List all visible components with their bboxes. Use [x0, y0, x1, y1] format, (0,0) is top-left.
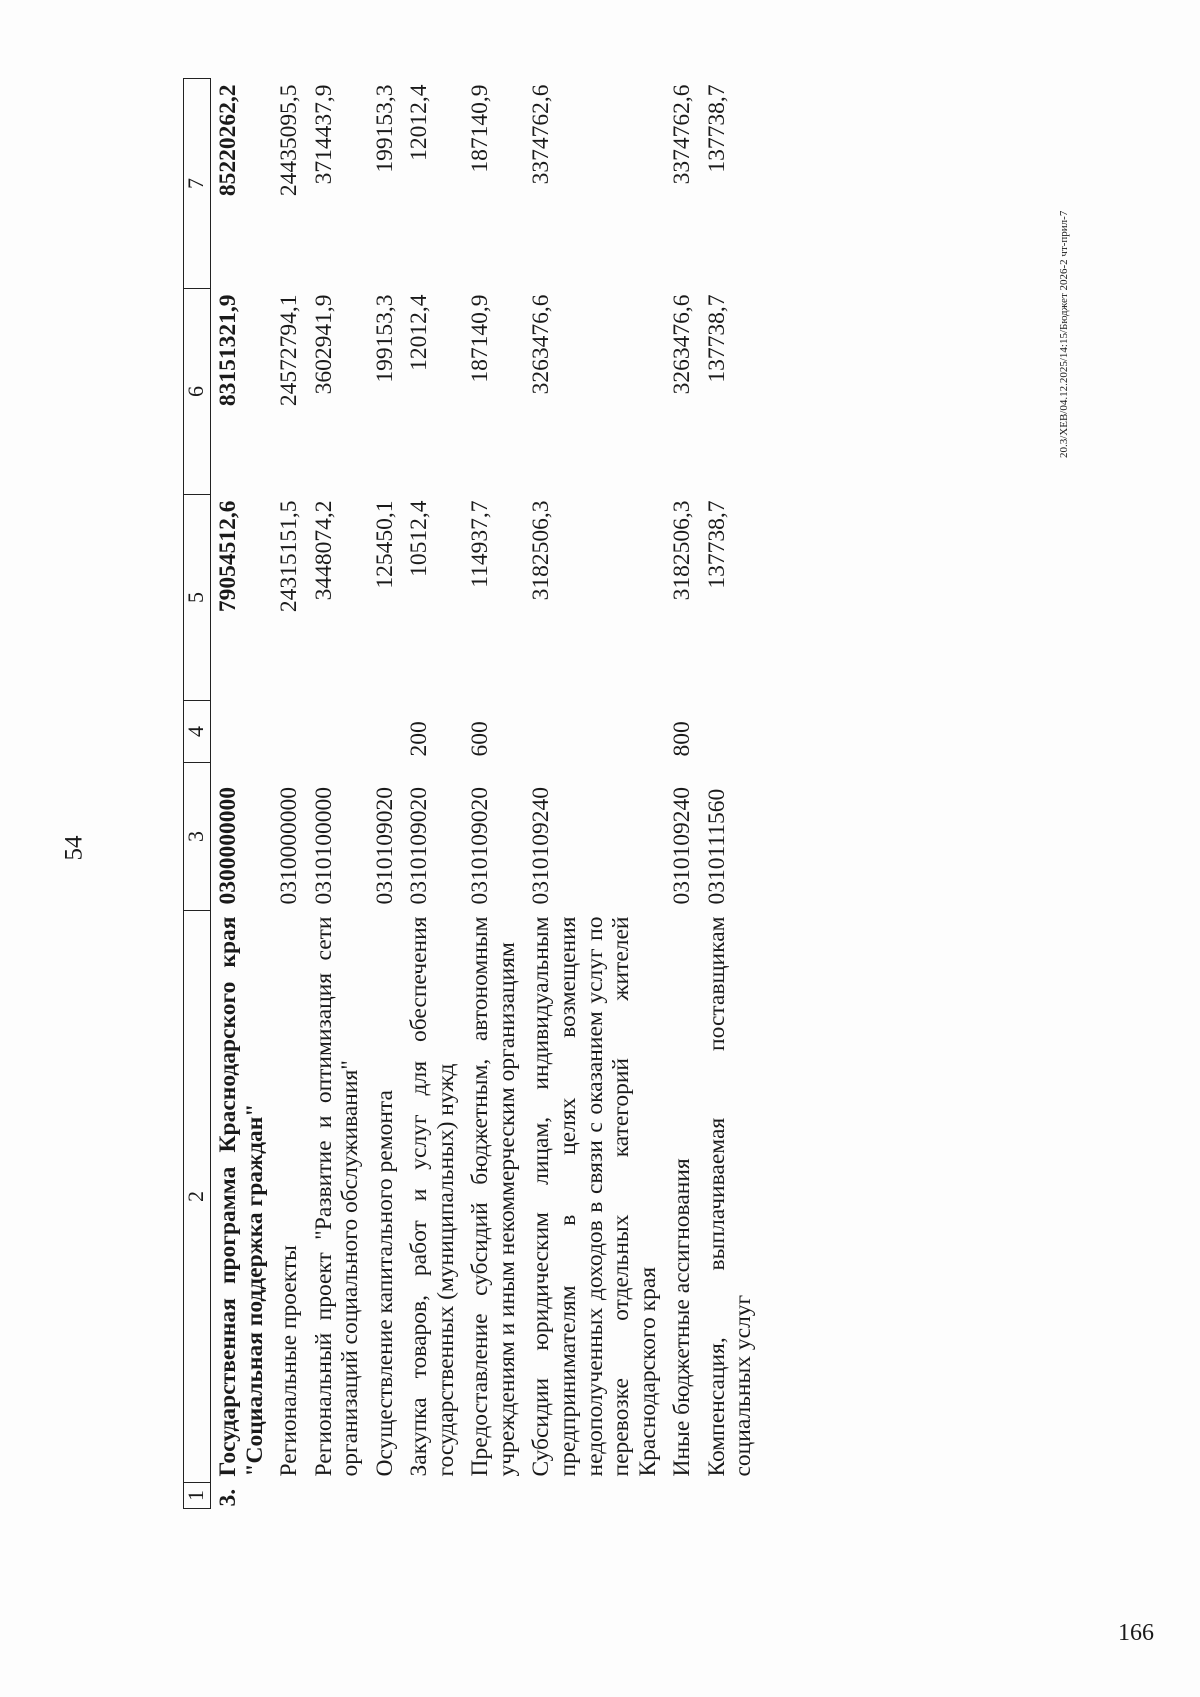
row-value-col6: 187140,9 — [467, 294, 494, 383]
row-target-code: 0300000000 — [215, 787, 241, 905]
row-description: Субсидии юридическим лицам, индивидуальным предпринимателям в целях возмещения недополученных доходов в связи с оказанием услуг по перевозке отдельных категорий жителей Краснодарского края — [528, 916, 661, 1477]
row-expense-type — [307, 701, 368, 763]
row-value-col5: 79054512,6 — [215, 500, 241, 613]
table-row — [463, 79, 524, 1509]
row-value-col6: 3263476,6 — [669, 294, 696, 395]
row-value-col6: 3263476,6 — [528, 294, 555, 395]
row-value-col5: 137738,7 — [703, 500, 730, 589]
row-description: Иные бюджетные ассигнования — [669, 1158, 696, 1477]
row-value-col7: 85220262,2 — [215, 84, 241, 197]
header-col-5: 5 — [184, 495, 211, 701]
row-index — [524, 1483, 665, 1509]
row-target-code: 0310111560 — [703, 788, 730, 905]
row-description: Государственная программа Краснодарского края "Социальная поддержка граждан" — [215, 916, 268, 1477]
row-description: Предоставление субсидий бюджетным, автономным учреждениям и иным некоммерческим организациям — [467, 916, 520, 1477]
budget-table — [183, 78, 761, 1509]
header-col-6: 6 — [184, 289, 211, 495]
row-value-col5: 114937,7 — [467, 500, 494, 588]
table-body — [211, 79, 761, 1509]
row-description: Региональные проекты — [276, 1245, 303, 1477]
row-value-col7: 3374762,6 — [669, 84, 696, 185]
table-row — [700, 79, 761, 1509]
row-index — [665, 1483, 700, 1509]
row-value-col7: 3714437,9 — [310, 84, 337, 185]
budget-table-container — [183, 79, 1053, 1509]
row-expense-type: 600 — [467, 721, 494, 757]
header-col-7: 7 — [184, 79, 211, 289]
row-index — [402, 1483, 463, 1509]
row-expense-type — [524, 701, 665, 763]
row-value-col5: 3182506,3 — [528, 500, 555, 601]
row-target-code: 0310109020 — [467, 787, 494, 905]
row-value-col6: 12012,4 — [406, 294, 433, 371]
table-header-row — [184, 79, 211, 1509]
row-target-code: 0310109020 — [406, 787, 433, 905]
row-value-col7: 187140,9 — [467, 84, 494, 173]
table-row — [368, 79, 403, 1509]
row-target-code: 0310109240 — [669, 787, 696, 905]
row-index — [700, 1483, 761, 1509]
row-expense-type — [272, 701, 307, 763]
table-row — [272, 79, 307, 1509]
row-value-col7: 24435095,5 — [276, 84, 303, 197]
row-value-col5: 3448074,2 — [310, 500, 337, 601]
row-index: 3. — [215, 1488, 241, 1507]
row-description: Компенсация, выплачиваемая поставщикам социальных услуг — [703, 916, 757, 1477]
row-value-col6: 3602941,9 — [310, 294, 337, 395]
row-description: Региональный проект "Развитие и оптимизация сети организаций социального обслуживания" — [310, 916, 364, 1477]
row-index — [307, 1483, 368, 1509]
sheet-number: 166 — [1118, 1620, 1154, 1646]
row-value-col5: 3182506,3 — [669, 500, 696, 601]
row-index — [368, 1483, 403, 1509]
row-value-col7: 3374762,6 — [528, 84, 555, 185]
header-col-3: 3 — [184, 763, 211, 911]
row-index — [463, 1483, 524, 1509]
row-target-code: 0310100000 — [310, 787, 337, 905]
row-value-col5: 10512,4 — [406, 500, 433, 577]
row-value-col7: 12012,4 — [406, 84, 433, 161]
table-row — [307, 79, 368, 1509]
row-value-col6: 24572794,1 — [276, 294, 303, 407]
header-col-2: 2 — [184, 911, 211, 1483]
table-row — [402, 79, 463, 1509]
row-value-col6: 137738,7 — [703, 294, 730, 383]
row-expense-type — [211, 701, 273, 763]
row-description: Закупка товаров, работ и услуг для обеспечения государственных (муниципальных) нужд — [406, 916, 459, 1477]
table-row — [211, 79, 273, 1509]
page-number: 54 — [60, 835, 88, 861]
row-value-col6: 199153,3 — [371, 294, 398, 383]
row-value-col7: 199153,3 — [371, 84, 398, 173]
row-value-col6: 83151321,9 — [215, 294, 241, 407]
row-expense-type: 200 — [406, 721, 433, 757]
row-target-code: 0310109240 — [528, 787, 555, 905]
row-expense-type — [700, 701, 761, 763]
footer-code: 20.3/ХЕВ/04.12.2025/14:15/Бюджет 2026-2 чт-прил-7 — [1058, 210, 1070, 458]
row-value-col5: 24315151,5 — [276, 500, 303, 613]
header-col-1: 1 — [184, 1483, 211, 1509]
table-row — [665, 79, 700, 1509]
row-description: Осуществление капитального ремонта — [371, 1090, 398, 1477]
row-index — [272, 1483, 307, 1509]
header-col-4: 4 — [184, 701, 211, 763]
table-row — [524, 79, 665, 1509]
row-value-col5: 125450,1 — [371, 500, 398, 589]
row-target-code: 0310109020 — [371, 787, 398, 905]
row-expense-type: 800 — [669, 721, 696, 757]
row-expense-type — [368, 701, 403, 763]
row-value-col7: 137738,7 — [703, 84, 730, 173]
row-target-code: 0310000000 — [276, 787, 303, 905]
